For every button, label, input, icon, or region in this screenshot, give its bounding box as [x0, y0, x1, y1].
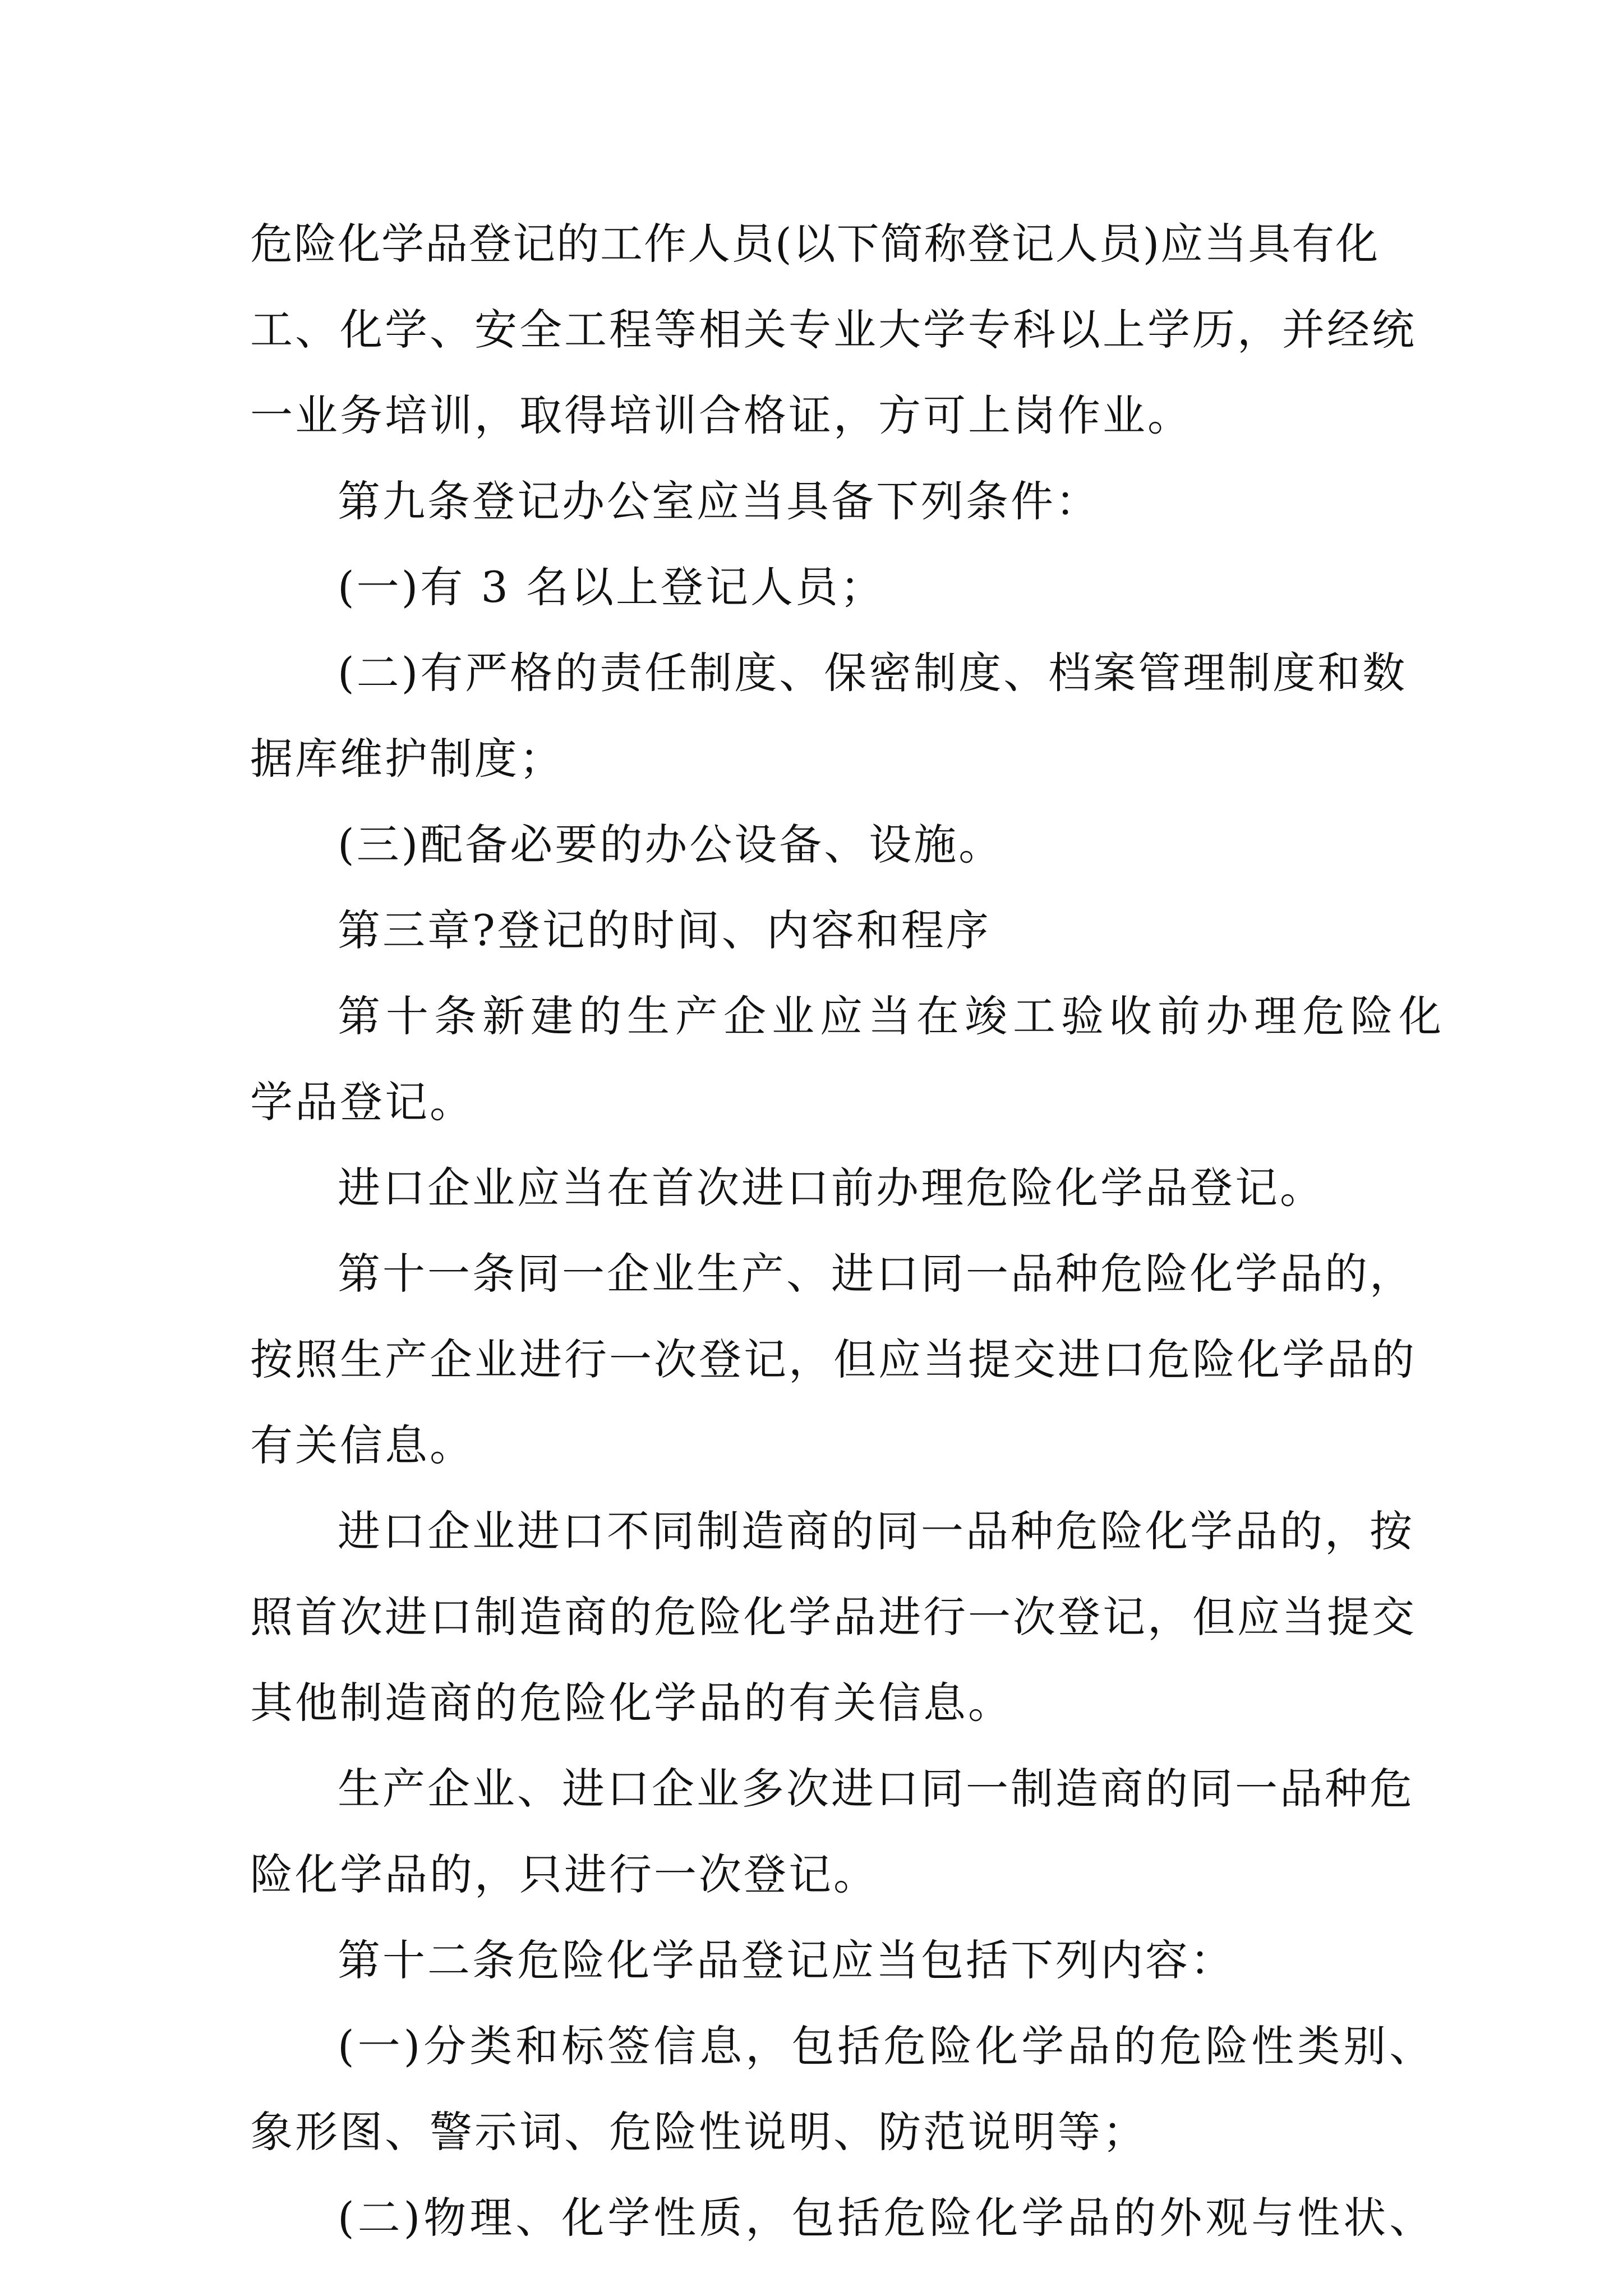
text-line: 象形图、警示词、危险性说明、防范说明等； — [250, 2107, 1147, 2157]
text-line: 有关信息。 — [250, 1420, 474, 1470]
text-line: 第十二条危险化学品登记应当包括下列内容： — [338, 1935, 1235, 1985]
text-line: 危险化学品登记的工作人员(以下简称登记人员)应当具有化 — [250, 219, 1380, 269]
text-line: 第十一条同一企业生产、进口同一品种危险化学品的， — [338, 1249, 1414, 1299]
text-line: (一)分类和标签信息，包括危险化学品的危险性类别、 — [338, 2021, 1436, 2071]
text-line: (一)有 3 名以上登记人员； — [338, 562, 885, 612]
text-line: 第十条新建的生产企业应当在竣工验收前办理危险化 — [338, 991, 1447, 1041]
text-line: 按照生产企业进行一次登记，但应当提交进口危险化学品的 — [250, 1335, 1417, 1384]
text-line: 据库维护制度； — [250, 734, 564, 784]
text-line: (二)有严格的责任制度、保密制度、档案管理制度和数 — [338, 648, 1408, 698]
text-line: 生产企业、进口企业多次进口同一制造商的同一品种危 — [338, 1764, 1414, 1814]
text-line: 第九条登记办公室应当具备下列条件： — [338, 476, 1100, 526]
text-line: 第三章?登记的时间、内容和程序 — [338, 905, 991, 955]
text-line: (二)物理、化学性质，包括危险化学品的外观与性状、 — [338, 2193, 1436, 2243]
text-line: (三)配备必要的办公设备、设施。 — [338, 820, 1004, 869]
text-line: 工、化学、安全工程等相关专业大学专科以上学历，并经统 — [250, 305, 1417, 355]
text-line: 一业务培训，取得培训合格证，方可上岗作业。 — [250, 390, 1192, 440]
text-line: 进口企业应当在首次进口前办理危险化学品登记。 — [338, 1163, 1325, 1213]
text-line: 险化学品的，只进行一次登记。 — [250, 1849, 878, 1899]
text-line: 其他制造商的危险化学品的有关信息。 — [250, 1678, 1013, 1728]
text-line: 学品登记。 — [250, 1077, 474, 1127]
text-line: 照首次进口制造商的危险化学品进行一次登记，但应当提交 — [250, 1592, 1417, 1642]
text-line: 进口企业进口不同制造商的同一品种危险化学品的，按 — [338, 1506, 1414, 1556]
